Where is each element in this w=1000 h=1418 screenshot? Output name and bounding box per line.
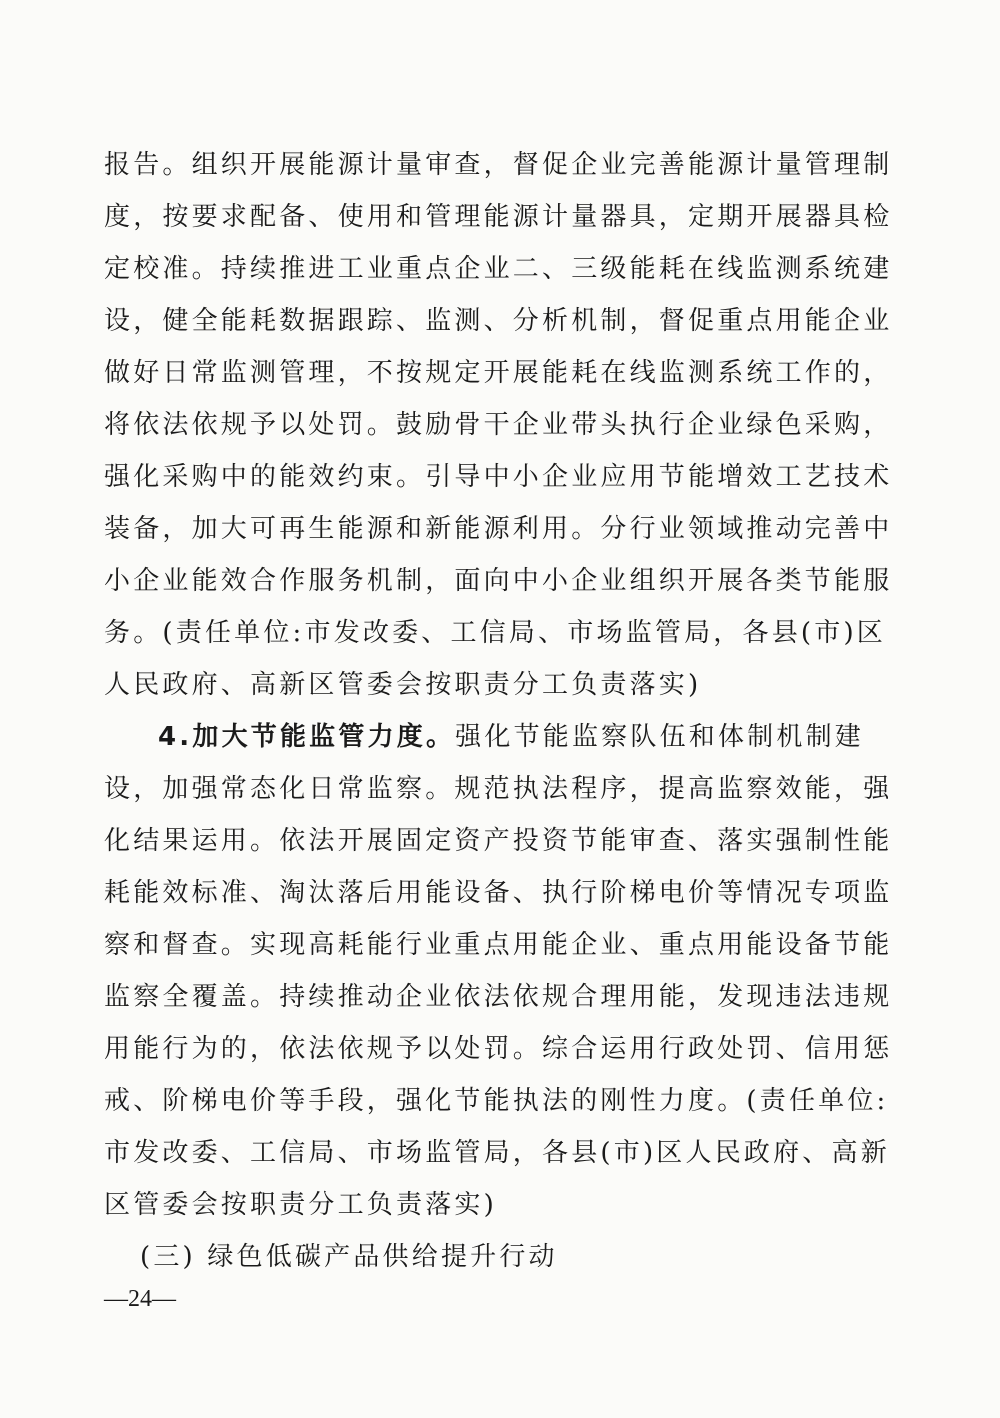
paragraph-2-heading: 4.加大节能监管力度。: [158, 722, 456, 752]
section-heading: (三) 绿色低碳产品供给提升行动: [140, 1242, 558, 1272]
paragraph-2-line: 耗能效标准、淘汰落后用能设备、执行阶梯电价等情况专项监: [104, 878, 893, 908]
paragraph-1-line: 将依法依规予以处罚。鼓励骨干企业带头执行企业绿色采购，: [104, 410, 893, 440]
paragraph-1-line: 装备，加大可再生能源和新能源利用。分行业领域推动完善中: [104, 514, 893, 544]
paragraph-1-line: 做好日常监测管理，不按规定开展能耗在线监测系统工作的，: [104, 358, 893, 388]
page-number: —24—: [104, 1286, 176, 1312]
paragraph-2-line: 化结果运用。依法开展固定资产投资节能审查、落实强制性能: [104, 826, 893, 856]
paragraph-1-line: 设，健全能耗数据跟踪、监测、分析机制，督促重点用能企业: [104, 306, 893, 336]
paragraph-2-line: 设，加强常态化日常监察。规范执法程序，提高监察效能，强: [104, 774, 893, 804]
paragraph-1-line: 小企业能效合作服务机制，面向中小企业组织开展各类节能服: [104, 566, 893, 596]
paragraph-2-first-line: [158, 720, 864, 754]
paragraph-2-line: 戒、阶梯电价等手段，强化节能执法的刚性力度。(责任单位:: [104, 1086, 889, 1116]
paragraph-1-line: 定校准。持续推进工业重点企业二、三级能耗在线监测系统建: [104, 254, 893, 284]
paragraph-1-line: 度，按要求配备、使用和管理能源计量器具，定期开展器具检: [104, 202, 893, 232]
paragraph-2-line: 市发改委、工信局、市场监管局，各县(市)区人民政府、高新: [104, 1138, 890, 1168]
paragraph-1-line: 强化采购中的能效约束。引导中小企业应用节能增效工艺技术: [104, 462, 893, 492]
paragraph-1-line: 务。(责任单位:市发改委、工信局、市场监管局，各县(市)区: [104, 618, 886, 648]
paragraph-2-first-line-text: 强化节能监察队伍和体制机制建: [455, 722, 864, 752]
paragraph-2-line: 区管委会按职责分工负责落实): [104, 1190, 497, 1220]
paragraph-2-line: 监察全覆盖。持续推动企业依法依规合理用能，发现违法违规: [104, 982, 893, 1012]
paragraph-2-line: 用能行为的，依法依规予以处罚。综合运用行政处罚、信用惩: [104, 1034, 893, 1064]
paragraph-2-line: 察和督查。实现高耗能行业重点用能企业、重点用能设备节能: [104, 930, 893, 960]
paragraph-1-line: 人民政府、高新区管委会按职责分工负责落实): [104, 670, 702, 700]
paragraph-1-line: 报告。组织开展能源计量审查，督促企业完善能源计量管理制: [104, 150, 893, 180]
